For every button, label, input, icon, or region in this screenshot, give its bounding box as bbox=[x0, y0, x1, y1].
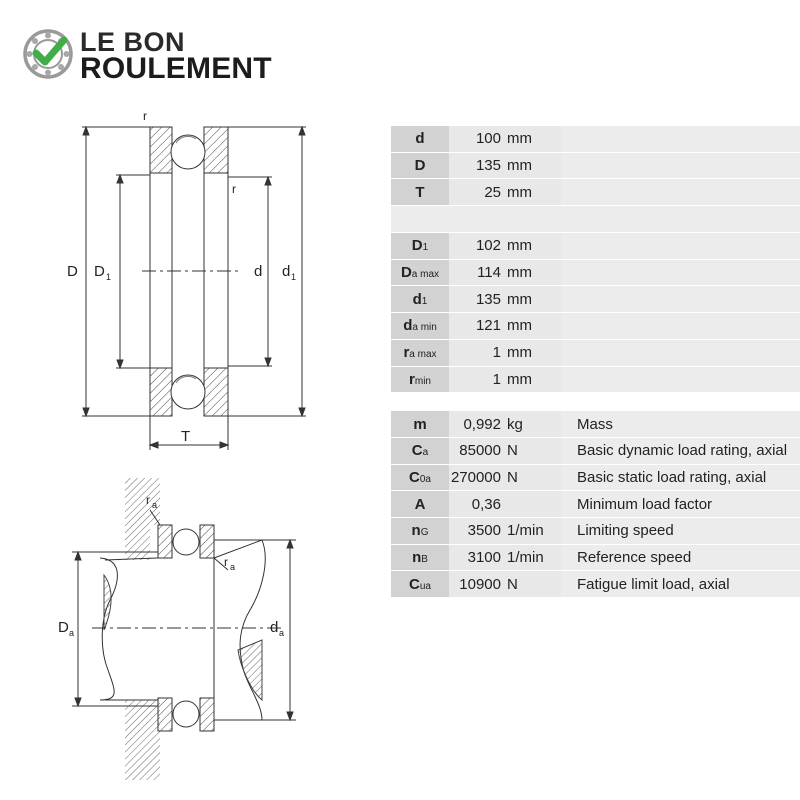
table-row bbox=[391, 411, 800, 438]
label-ra-top: r bbox=[146, 493, 150, 507]
spec-description bbox=[561, 286, 800, 312]
spec-key: T bbox=[391, 179, 449, 205]
spec-value: 85000 N bbox=[449, 438, 561, 464]
mounting-drawing bbox=[72, 478, 296, 780]
label-r-right: r bbox=[232, 182, 236, 196]
label-D1-sub: 1 bbox=[106, 272, 112, 282]
table-row bbox=[391, 491, 800, 518]
table-row bbox=[391, 545, 800, 572]
table-row bbox=[391, 126, 800, 153]
spec-value: 100 mm bbox=[449, 126, 561, 152]
label-ra-right: r bbox=[224, 555, 228, 569]
spec-value: 270000 N bbox=[449, 465, 561, 491]
spec-key: r $_{min}$ bbox=[391, 367, 449, 393]
spec-key: D bbox=[391, 153, 449, 179]
spec-key: A bbox=[391, 491, 449, 517]
spec-table bbox=[391, 126, 800, 598]
spec-value: 0,36 bbox=[449, 491, 561, 517]
spec-description bbox=[561, 340, 800, 366]
table-row bbox=[391, 367, 800, 394]
label-da: d bbox=[270, 619, 279, 636]
spec-value: 25 mm bbox=[449, 179, 561, 205]
table-row bbox=[391, 179, 800, 206]
table-spacer bbox=[391, 206, 800, 233]
spec-key: C $_a$ bbox=[391, 438, 449, 464]
spec-description: Fatigue limit load, axial bbox=[561, 571, 800, 597]
table-spacer bbox=[391, 393, 800, 411]
table-row bbox=[391, 313, 800, 340]
spec-value: 10900 N bbox=[449, 571, 561, 597]
spec-description bbox=[561, 179, 800, 205]
table-row bbox=[391, 286, 800, 313]
label-da-sub: a bbox=[279, 628, 285, 638]
label-d: d bbox=[254, 263, 263, 280]
spec-description bbox=[561, 313, 800, 339]
label-T: T bbox=[181, 428, 191, 445]
table-row bbox=[391, 340, 800, 367]
bearing-technical-drawing bbox=[0, 0, 390, 800]
spec-value: 114 mm bbox=[449, 260, 561, 286]
spec-value: 135 mm bbox=[449, 153, 561, 179]
spec-value: 102 mm bbox=[449, 233, 561, 259]
label-r-top: r bbox=[143, 109, 147, 123]
spec-key: D $_{a max}$ bbox=[391, 260, 449, 286]
spec-description: Limiting speed bbox=[561, 518, 800, 544]
spec-key: d bbox=[391, 126, 449, 152]
label-D: D bbox=[67, 263, 78, 280]
spec-key: n $_B$ bbox=[391, 545, 449, 571]
spec-value: 1 mm bbox=[449, 367, 561, 393]
cross-section-drawing bbox=[82, 127, 306, 450]
logo-text-line2: ROULEMENT bbox=[80, 52, 272, 85]
spec-description: Basic static load rating, axial bbox=[561, 465, 800, 491]
label-Da: D bbox=[58, 619, 69, 636]
spec-description bbox=[561, 260, 800, 286]
spec-description: Basic dynamic load rating, axial bbox=[561, 438, 800, 464]
spec-key: d $_{a min}$ bbox=[391, 313, 449, 339]
spec-value: 1 mm bbox=[449, 340, 561, 366]
spec-key: m bbox=[391, 411, 449, 437]
spec-description bbox=[561, 126, 800, 152]
label-D1: D bbox=[94, 263, 105, 280]
spec-key: C $_{ua}$ bbox=[391, 571, 449, 597]
table-row bbox=[391, 571, 800, 598]
table-row bbox=[391, 153, 800, 180]
label-ra-top-sub: a bbox=[152, 500, 158, 510]
label-d1: d bbox=[282, 263, 291, 280]
spec-key: C $_{0a}$ bbox=[391, 465, 449, 491]
label-ra-right-sub: a bbox=[230, 562, 236, 572]
label-d1-sub: 1 bbox=[291, 272, 297, 282]
spec-group-main-dimensions bbox=[391, 126, 800, 206]
spec-description: Reference speed bbox=[561, 545, 800, 571]
spec-key: D $_1$ bbox=[391, 233, 449, 259]
table-row bbox=[391, 260, 800, 287]
spec-group-dimensions bbox=[391, 233, 800, 393]
table-row bbox=[391, 438, 800, 465]
logo-text-line1: LE BON bbox=[80, 27, 186, 57]
spec-key: d $_1$ bbox=[391, 286, 449, 312]
spec-group-performance bbox=[391, 411, 800, 598]
spec-description bbox=[561, 233, 800, 259]
spec-key: n $_G$ bbox=[391, 518, 449, 544]
spec-value: 121 mm bbox=[449, 313, 561, 339]
spec-value: 3100 1/min bbox=[449, 545, 561, 571]
spec-value: 135 mm bbox=[449, 286, 561, 312]
spec-description bbox=[561, 367, 800, 393]
spec-value: 3500 1/min bbox=[449, 518, 561, 544]
spec-description: Minimum load factor bbox=[561, 491, 800, 517]
spec-value: 0,992 kg bbox=[449, 411, 561, 437]
table-row bbox=[391, 465, 800, 492]
spec-key: r $_{a max}$ bbox=[391, 340, 449, 366]
spec-description: Mass bbox=[561, 411, 800, 437]
mounting-labels bbox=[58, 493, 284, 638]
label-Da-sub: a bbox=[69, 628, 75, 638]
table-row bbox=[391, 518, 800, 545]
table-row bbox=[391, 233, 800, 260]
spec-description bbox=[561, 153, 800, 179]
